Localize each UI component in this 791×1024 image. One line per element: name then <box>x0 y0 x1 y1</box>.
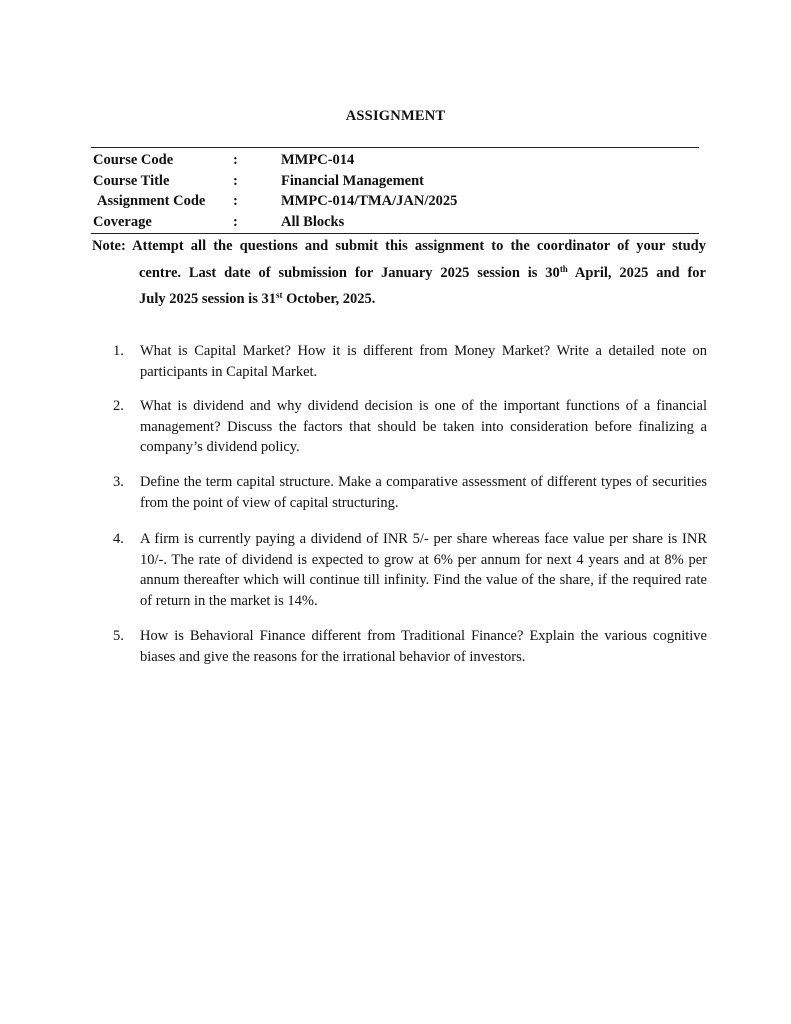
question-number: 2. <box>113 398 124 414</box>
question-text: What is Capital Market? How it is different from Money Market? Write a detailed note on participants in Capital Market. <box>140 343 707 380</box>
assignment-code-label: Assignment Code <box>97 193 206 210</box>
ordinal-suffix: th <box>559 263 568 274</box>
colon: : <box>233 172 238 189</box>
note-line-2 <box>92 260 706 287</box>
question-number: 3. <box>113 474 124 490</box>
question-number: 5. <box>113 628 124 644</box>
colon: : <box>233 193 238 210</box>
submission-note <box>92 233 706 313</box>
note-line-1: Note: Attempt all the questions and submit this assignment to the coordinator of your study <box>92 238 706 254</box>
course-code-label: Course Code <box>93 152 174 168</box>
course-code-value: MMPC-014 <box>281 152 355 168</box>
question-text: What is dividend and why dividend decision is one of the important functions of a financial management? Discuss the factors that should be taken into consideration before finalizing a company’s dividend policy. <box>140 398 707 456</box>
note-line-3 <box>92 286 706 313</box>
question-item <box>113 626 707 667</box>
coverage-value: All Blocks <box>281 214 345 231</box>
question-number: 4. <box>113 531 124 547</box>
colon: : <box>233 152 238 168</box>
note-line-3-text: July 2025 session is 31 <box>139 291 276 307</box>
question-item <box>113 472 707 513</box>
top-divider <box>91 147 699 148</box>
question-item <box>113 396 707 458</box>
question-text: Define the term capital structure. Make a comparative assessment of different types of securities from the point of view of capital structuring. <box>140 474 707 511</box>
question-item <box>113 529 707 611</box>
question-text: A firm is currently paying a dividend of INR 5/- per share whereas face value per share is INR 10/-. The rate of dividend is expected to grow at 6% per annum for next 4 years and at 8% per annum thereafter which will continue till infinity. Find the value of the share, if the required rate of return in the market is 14%. <box>140 531 707 609</box>
coverage-label: Coverage <box>93 214 152 231</box>
colon: : <box>233 214 238 231</box>
question-text: How is Behavioral Finance different from Traditional Finance? Explain the various cognitive biases and give the reasons for the irrational behavior of investors. <box>140 628 707 665</box>
ordinal-suffix: st <box>275 290 283 300</box>
course-title-value: Financial Management <box>281 172 424 189</box>
course-title-label: Course Title <box>93 172 170 189</box>
note-line-2-text: centre. Last date of submission for January 2025 session is 30 <box>139 264 560 281</box>
page-title: ASSIGNMENT <box>345 108 446 124</box>
question-number: 1. <box>113 343 124 359</box>
question-item <box>113 341 707 382</box>
note-line-3-rest: October, 2025. <box>282 291 376 307</box>
note-line-2-rest: April, 2025 and for <box>567 264 706 281</box>
assignment-code-value: MMPC-014/TMA/JAN/2025 <box>281 193 458 210</box>
